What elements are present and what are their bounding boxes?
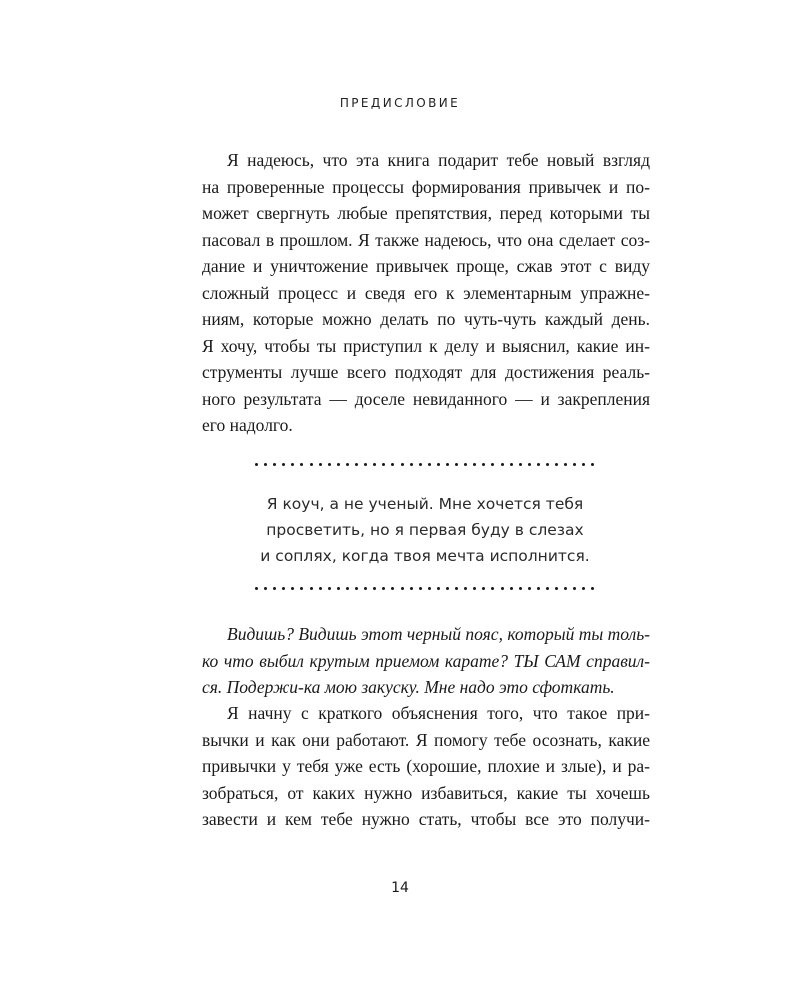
rule-dot [582,587,585,590]
dotted-rule-bottom [255,587,595,593]
rule-dot [537,587,540,590]
rule-dot [591,463,594,466]
rule-dot [564,463,567,466]
rule-dot [373,463,376,466]
rule-dot [300,587,303,590]
rule-dot [319,587,322,590]
rule-dot [401,463,404,466]
paragraph-line: струменты лучше всего подходят для достижения реаль- [202,362,650,382]
rule-dot [319,463,322,466]
paragraph-line: Видишь? Видишь этот черный пояс, который ты толь- [227,624,650,644]
paragraph-line: на проверенные процессы формирования привычек и по- [202,176,650,197]
running-head: ПРЕДИСЛОВИЕ [339,96,461,110]
rule-dot [555,463,558,466]
paragraph-1 [202,147,650,439]
rule-dot [464,587,467,590]
rule-dot [410,587,413,590]
rule-dot [255,587,258,590]
paragraph-line: дание и уничтожение привычек проще, сжав этот с виду [202,256,650,276]
rule-dot [291,463,294,466]
paragraph-line: Я хочу, чтобы ты приступил к делу и выяснил, какие ин- [202,335,650,356]
rule-dot [546,463,549,466]
paragraph-line: ниям, которые можно делать по чуть-чуть каждый день. [202,309,650,329]
rule-dot [555,587,558,590]
paragraph-line: ного результата — доселе невиданного — и закрепления [202,388,650,409]
rule-dot [437,587,440,590]
rule-dot [273,587,276,590]
rule-dot [528,463,531,466]
rule-dot [373,587,376,590]
rule-dot [291,587,294,590]
rule-dot [364,587,367,590]
rule-dot [300,463,303,466]
rule-dot [473,587,476,590]
rule-dot [464,463,467,466]
rule-dot [264,463,267,466]
page-number: 14 [391,880,409,896]
rule-dot [537,463,540,466]
rule-dot [519,463,522,466]
rule-dot [419,463,422,466]
rule-dot [328,463,331,466]
rule-dot [501,463,504,466]
rule-dot [510,463,513,466]
rule-dot [546,587,549,590]
pull-quote-line: Я коуч, а не ученый. Мне хочется тебя [266,495,584,513]
rule-dot [501,587,504,590]
paragraph-line: вычки и как они работают. Я помогу тебе осознать, какие [202,729,650,750]
rule-dot [310,587,313,590]
rule-dot [382,463,385,466]
rule-dot [391,587,394,590]
rule-dot [337,463,340,466]
rule-dot [582,463,585,466]
paragraph-2-italic [202,621,650,701]
rule-dot [573,587,576,590]
rule-dot [255,463,258,466]
pull-quote [230,463,620,593]
rule-dot [337,587,340,590]
rule-dot [310,463,313,466]
rule-dot [355,587,358,590]
rule-dot [328,587,331,590]
rule-dot [355,463,358,466]
paragraph-line: зобраться, от каких нужно избавиться, какие ты хочешь [202,782,650,803]
paragraph-line: Я начну с краткого объяснения того, что такое при- [227,703,650,723]
paragraph-line: привычки у тебя уже есть (хорошие, плохие и злые), и ра- [202,756,650,776]
rule-dot [446,587,449,590]
rule-dot [455,587,458,590]
rule-dot [482,587,485,590]
rule-dot [264,587,267,590]
rule-dot [428,463,431,466]
paragraph-line: пасовал в прошлом. Я также надеюсь, что она сделает соз- [202,229,650,250]
rule-dot [482,463,485,466]
rule-dot [419,587,422,590]
rule-dot [282,463,285,466]
paragraph-line: ко что выбил крутым приемом карате? ТЫ САМ справил- [202,650,650,671]
rule-dot [382,587,385,590]
rule-dot [519,587,522,590]
paragraph-line: завести и кем тебе нужно стать, чтобы все это получи- [202,809,650,829]
rule-dot [591,587,594,590]
pull-quote-text [230,491,620,569]
rule-dot [473,463,476,466]
paragraph-line: его надолго. [202,415,293,435]
rule-dot [491,463,494,466]
rule-dot [346,463,349,466]
rule-dot [401,587,404,590]
paragraph-line: ся. Подержи-ка мою закуску. Мне надо это сфоткать. [202,677,615,697]
paragraph-line: Я надеюсь, что эта книга подарит тебе новый взгляд [227,150,650,170]
rule-dot [573,463,576,466]
rule-dot [273,463,276,466]
pull-quote-line: и соплях, когда твоя мечта исполнится. [260,547,590,565]
rule-dot [564,587,567,590]
rule-dot [446,463,449,466]
paragraph-3 [202,700,650,833]
rule-dot [410,463,413,466]
rule-dot [346,587,349,590]
rule-dot [364,463,367,466]
dotted-rule-top [255,463,595,469]
rule-dot [437,463,440,466]
rule-dot [528,587,531,590]
rule-dot [428,587,431,590]
rule-dot [391,463,394,466]
paragraph-line: может свергнуть любые препятствия, перед которыми ты [202,203,650,223]
pull-quote-line: просветить, но я первая буду в слезах [266,521,584,539]
rule-dot [455,463,458,466]
paragraph-line: сложный процесс и сведя его к элементарным упражне- [202,282,650,303]
rule-dot [491,587,494,590]
rule-dot [282,587,285,590]
rule-dot [510,587,513,590]
